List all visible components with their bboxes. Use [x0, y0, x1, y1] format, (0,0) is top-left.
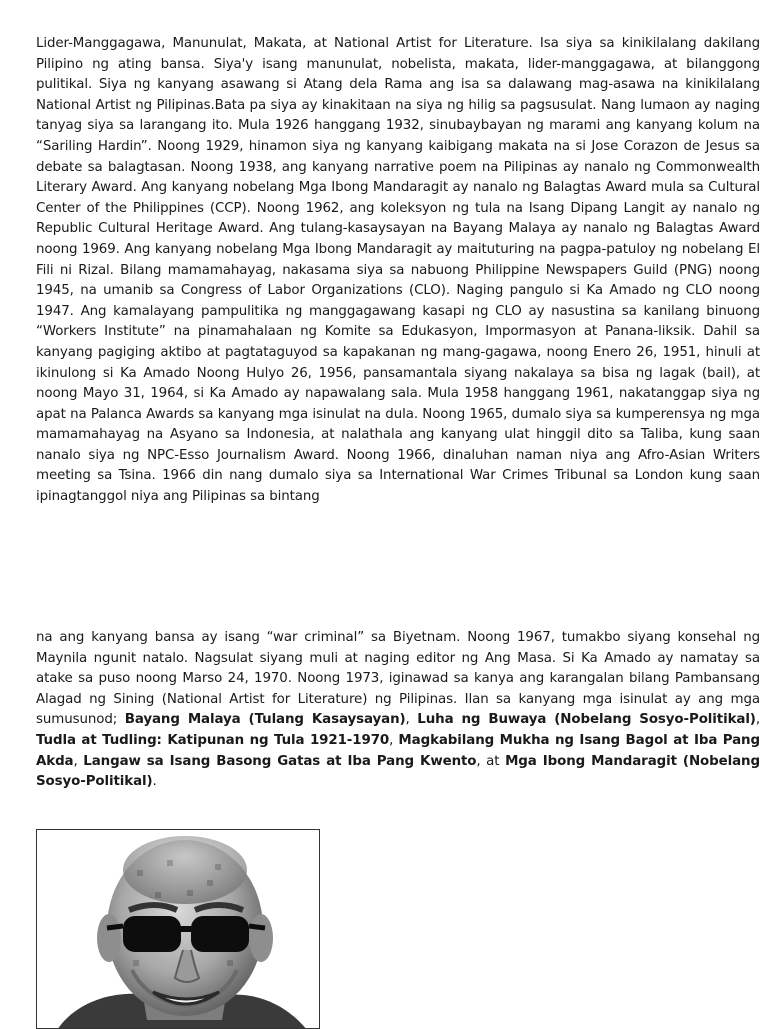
biography-paragraph-2 — [36, 628, 760, 793]
separator: . — [152, 774, 157, 790]
work-title: Mga Ibong Mandaragit (Nobelang Sosyo-Politikal) — [36, 753, 760, 790]
work-title: Tudla at Tudling: Katipunan ng Tula 1921-1970 — [36, 732, 390, 748]
work-title: Langaw sa Isang Basong Gatas at Iba Pang Kwento — [83, 753, 477, 769]
separator: , at — [476, 753, 506, 769]
work-title: Luha ng Buwaya (Nobelang Sosyo-Politikal) — [417, 712, 756, 728]
paragraph-2-text: na ang kanyang bansa ay isang “war criminal” sa Biyetnam. Noong 1967, tumakbo siyang konsehal ng Maynila ngunit natalo. Nagsulat siyang muli at naging editor ng Ang Masa. Si Ka Amado ay namatay sa atake sa puso noong Marso 24, 1970. Noong 1973, iginawad sa kanya ang karangalan bilang Pambansang Alagad ng Sining (National Artist for Literature) ng Pilipinas. Ilan sa kanyang mga isinulat ay ang mga sumusunod; — [36, 630, 760, 728]
biography-paragraph-1: Lider-Manggagawa, Manunulat, Makata, at National Artist for Literature. Isa siya sa kinikilalang dakilang Pilipino ng ating bansa. Siya'y isang manunulat, nobelista, makata, lider-manggagawa, at bilanggong pulitikal. Siya ng kanyang asawang si Atang dela Rama ang isa sa dalawang mag-asawa na kinikilalang National Artist ng Pilipinas.Bata pa siya ay kinakitaan na siya ng hilig sa pagsusulat. Nang lumaon ay naging tanyag siya sa larangang ito. Mula 1926 hanggang 1932, sinubaybayan ng marami ang kanyang kolum na “Sariling Hardin”. Noong 1929, hinamon siya ng kanyang kaibigang makata na si Jose Corazon de Jesus sa debate sa balagtasan. Noong 1938, ang kanyang narrative poem na Pilipinas ay nanalo ng Commonwealth Literary Award. Ang kanyang nobelang Mga Ibong Mandaragit ay nanalo ng Balagtas Award mula sa Cultural Center of the Philippines (CCP). Noong 1962, ang koleksyon ng tula na Isang Dipang Langit ay nanalo ng Republic Cultural Heritage Award. Ang tulang-kasaysayan na Bayang Malaya ay nanalo ng Balagtas Award noong 1969. Ang kanyang nobelang Mga Ibong Mandaragit ay maituturing na pagpa-patuloy ng nobelang El Fili ni Rizal. Bilang mamamahayag, nakasama siya sa nabuong Philippine Newspapers Guild (PNG) noong 1945, na umanib sa Congress of Labor Organizations (CLO). Naging pangulo si Ka Amado ng CLO noong 1947. Ang kamalayang pampulitika ng manggagawang kasapi ng CLO ay nasustina sa kanilang binuong “Workers Institute” na pinamahalaan ng Komite sa Edukasyon, Impormasyon at Panana-liksik. Dahil sa kanyang pagiging aktibo at pagtataguyod sa kapakanan ng mang-gagawa, noong Enero 26, 1951, hinuli at ikinulong si Ka Amado Noong Hulyo 26, 1956, pansamantala siyang nakalaya sa bisa ng lagak (bail), at noong Mayo 31, 1964, si Ka Amado ay napawalang sala. Mula 1958 hanggang 1961, nakatanggap siya ng apat na Palanca Awards sa kanyang mga isinulat na dula. Noong 1965, dumalo siya sa kumperensya ng mga mamamahayag na Asyano sa Indonesia, at nalathala ang kanyang ulat hinggil dito sa Taliba, kung saan nanalo siya ng NPC-Esso Journalism Award. Noong 1966, dinaluhan naman niya ang Afro-Asian Writers meeting sa Tsina. 1966 din nang dumalo siya sa International War Crimes Tribunal sa London kung saan ipinagtanggol niya ang Pilipinas sa bintang — [36, 36, 760, 505]
separator: , — [405, 712, 418, 728]
portrait-photo — [36, 829, 320, 1029]
portrait-image — [37, 830, 320, 1029]
separator: , — [389, 732, 399, 748]
separator: , — [73, 753, 84, 769]
work-title: Bayang Malaya (Tulang Kasaysayan) — [124, 712, 406, 728]
work-title: Magkabilang Mukha ng Isang Bagol at Iba Pang Akda — [36, 732, 760, 769]
separator: , — [755, 712, 760, 728]
